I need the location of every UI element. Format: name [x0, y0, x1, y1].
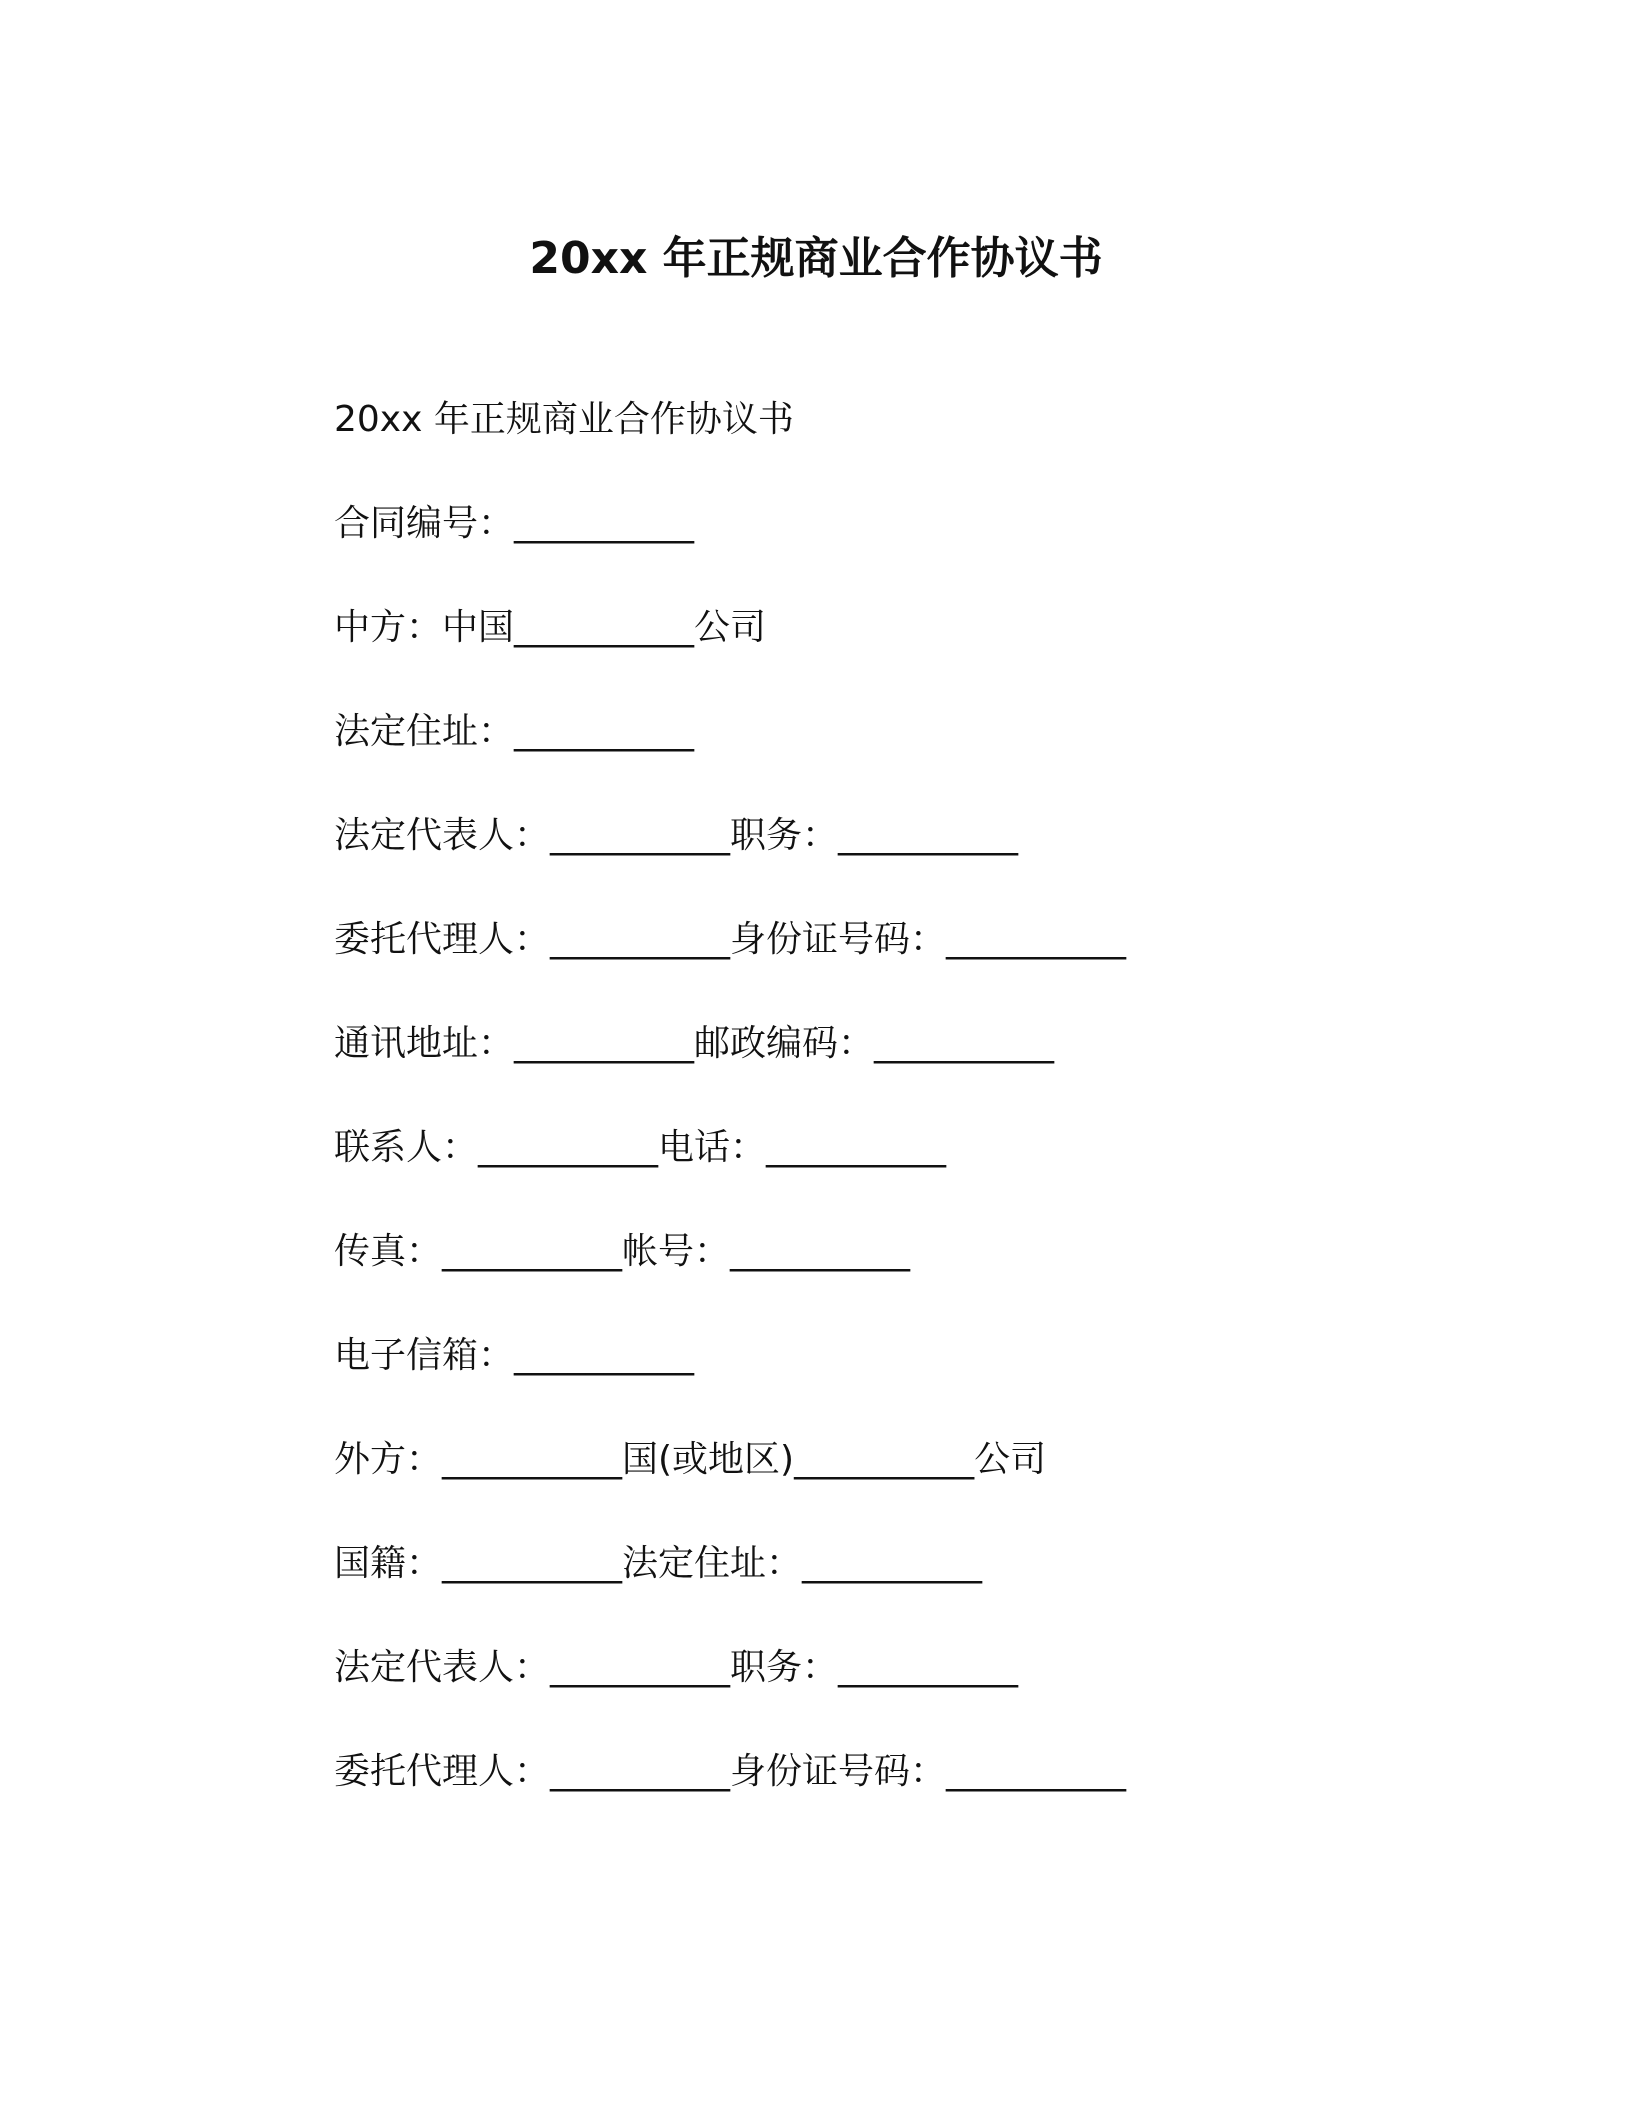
subtitle-line: 20xx 年正规商业合作协议书: [334, 399, 794, 440]
email-line: 电子信箱：__________: [334, 1335, 695, 1376]
authorized-agent-line: 委托代理人：__________身份证号码：__________: [334, 919, 1127, 960]
mailing-address-line: 通讯地址：__________邮政编码：__________: [334, 1023, 1055, 1064]
legal-representative-line: 法定代表人：__________职务：__________: [334, 815, 1019, 856]
document-body: [334, 394, 1534, 1850]
nationality-address-line: 国籍：__________法定住址：__________: [334, 1543, 983, 1584]
contract-number-line: 合同编号：__________: [334, 503, 695, 544]
legal-address-line: 法定住址：__________: [334, 711, 695, 752]
chinese-party-line: 中方：中国__________公司: [334, 607, 767, 648]
foreign-party-line: 外方：__________国(或地区)__________公司: [334, 1439, 1047, 1480]
foreign-legal-representative-line: 法定代表人：__________职务：__________: [334, 1647, 1019, 1688]
fax-account-line: 传真：__________帐号：__________: [334, 1231, 911, 1272]
foreign-authorized-agent-line: 委托代理人：__________身份证号码：__________: [334, 1751, 1127, 1792]
page-title: 20xx 年正规商业合作协议书: [529, 233, 1103, 284]
contact-person-line: 联系人：__________电话：__________: [334, 1127, 947, 1168]
